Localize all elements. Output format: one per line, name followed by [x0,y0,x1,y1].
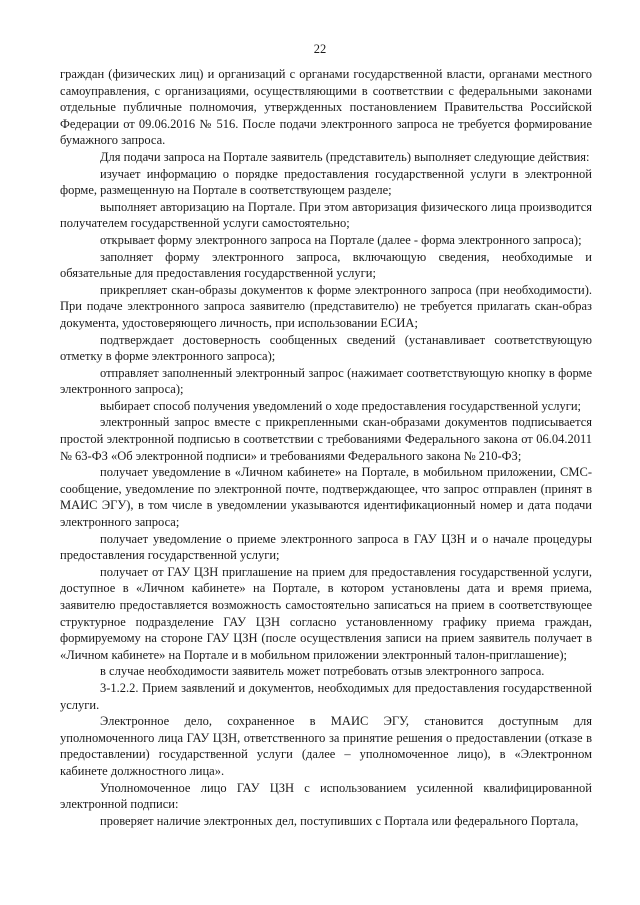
paragraph: Для подачи запроса на Портале заявитель (представитель) выполняет следующие действия: [100,149,590,164]
paragraph: 3-1.2.2. Прием заявлений и документов, необходимых для предоставления государственной услуги. [60,680,592,712]
paragraph: подтверждает достоверность сообщенных сведений (устанавливает соответствующую отметку в форме электронного запроса); [60,332,592,364]
paragraph: граждан (физических лиц) и организаций с органами государственной власти, органами местного самоуправления, с организациями, осуществляющими в соответствии с федеральными законами отдельные публичные полномочия, утвержденных постановлением Правительства Российской Федерации от 09.06.2016 № 516. После подачи электронного запроса не требуется формирование бумажного запроса. [60,67,592,148]
paragraph: получает от ГАУ ЦЗН приглашение на прием для предоставления государственной услуги, доступное в «Личном кабинете» на Портале, в котором установлены дата и время приема, заявителю предоставляется возможность самостоятельно записаться на прием в соответствующее структурное подразделение ГАУ ЦЗН согласно установленному графику приема граждан, формируемому на стороне ГАУ ЦЗН (после осуществления записи на прием заявитель получает в «Личном кабинете» на Портале и в мобильном приложении электронный талон-приглашение); [60,564,592,662]
paragraph: в случае необходимости заявитель может потребовать отзыв электронного запроса. [100,664,545,679]
paragraph: выбирает способ получения уведомлений о ходе предоставления государственной услуги; [100,398,582,413]
paragraph: изучает информацию о порядке предоставления государственной услуги в электронной форме, размещенную на Портале в соответствующем разделе; [60,166,592,198]
paragraph: отправляет заполненный электронный запрос (нажимает соответствующую кнопку в форме электронного запроса); [60,365,592,397]
paragraph: прикрепляет скан-образы документов к форме электронного запроса (при необходимости). При подаче электронного запроса заявителю (представителю) не требуется прилагать скан-образ документа, удостоверяющего личность, при использовании ЕСИА; [60,282,592,330]
body-text [60,66,592,829]
paragraph: электронный запрос вместе с прикрепленными скан-образами документов подписывается простой электронной подписью в соответствии с требованиями Федерального закона от 06.04.2011 № 63-ФЗ «Об электронной подписи» и требованиями Федерального закона № 210-ФЗ; [60,415,592,463]
paragraph: получает уведомление в «Личном кабинете» на Портале, в мобильном приложении, СМС-сообщение, уведомление по электронной почте, подтверждающее, что запрос отправлен (принят в МАИС ЭГУ), в том числе в уведомлении указываются идентификационный номер и дата подачи электронного запроса; [60,465,592,530]
paragraph: Уполномоченное лицо ГАУ ЦЗН с использованием усиленной квалифицированной электронной подписи: [60,780,592,812]
paragraph: получает уведомление о приеме электронного запроса в ГАУ ЦЗН и о начале процедуры предоставления государственной услуги; [60,531,592,563]
paragraph: проверяет наличие электронных дел, поступивших с Портала или федерального Портала, [100,813,579,828]
paragraph: открывает форму электронного запроса на Портале (далее - форма электронного запроса); [100,232,582,247]
page-number: 22 [313,42,327,56]
paragraph: Электронное дело, сохраненное в МАИС ЭГУ, становится доступным для уполномоченного лица ГАУ ЦЗН, ответственного за принятие решения о предоставлении (отказе в предоставлении) государственной услуги (далее – уполномоченное лицо), в «Электронном кабинете должностного лица». [60,714,592,778]
paragraph: выполняет авторизацию на Портале. При этом авторизация физического лица производится получателем государственной услуги самостоятельно; [60,199,592,231]
paragraph: заполняет форму электронного запроса, включающую сведения, необходимые и обязательные для предоставления государственной услуги; [60,249,592,281]
